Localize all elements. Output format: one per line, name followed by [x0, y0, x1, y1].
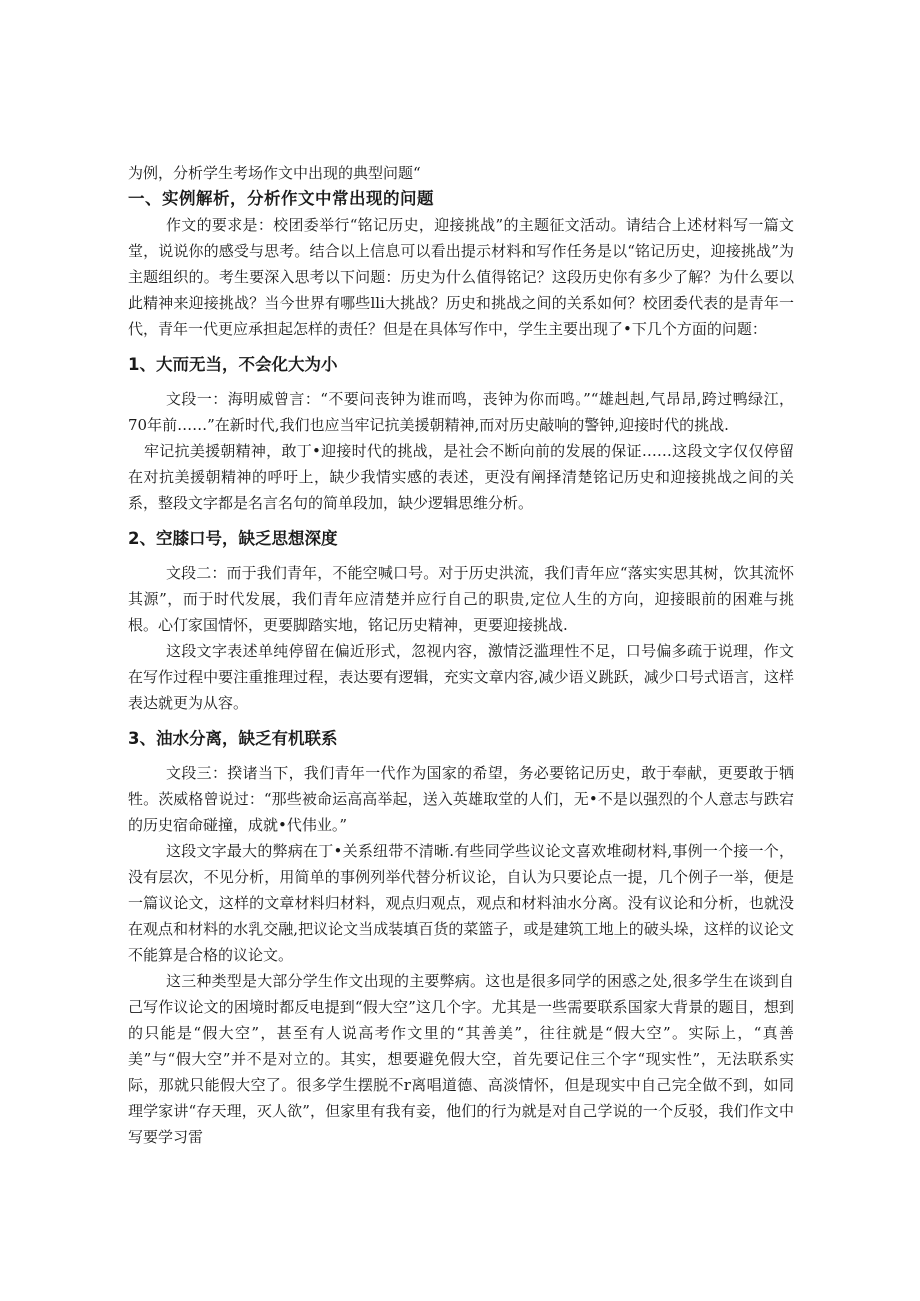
problem2-excerpt: 文段二：而于我们青年，不能空喊口号。对于历史洪流，我们青年应“落实实思其树，饮其流怀其源”，而于时代发展，我们青年应清楚并应行自己的职贵,定位人生的方向，迎接眼前的困难与挑根。心仃家国情怀，更要脚踏实地，铭记历史精神，更要迎接挑战. [128, 564, 794, 634]
problem1-heading: 1、大而无当，不会化大为小 [128, 355, 338, 374]
problem3-heading: 3、油水分离，缺乏有机联系 [128, 729, 338, 748]
problem1-analysis: 牢记抗美援朝精神，敢丁•迎接时代的挑战，是社会不断向前的发展的保证……这段文字仅仅停留在对抗美援朝精神的呼吁上，缺少我情实感的表述，更没有阐择清楚铭记历史和迎接挑战之间的关系，整段文字都是名言名句的简单段加，缺少逻辑思维分析。 [128, 442, 794, 512]
problem2-heading: 2、空膝口号，缺乏思想深度 [128, 529, 338, 548]
intro-paragraph: 作文的要求是：校团委举行“铭记历史，迎接挑战”的主题征文活动。请结合上述材料写一篇文堂，说说你的感受与思考。结合以上信息可以看出提示材料和写作任务是以“铭记历史，迎接挑战”为主题组织的。考生要深入思考以下问题：历史为什么值得铭记？这段历史你有多少了解？为什么要以此精神来迎接挑战？当今世界有哪些lli大挑战？历史和挑战之间的关系如何？校团委代表的是青年一代，青年一代更应承担起怎样的责任？但是在具体写作中，学生主要出现了•下几个方面的问题： [128, 216, 794, 338]
document-page [128, 160, 794, 1150]
lead-line: 为例，分析学生考场作文中出现的典型问题“ [128, 164, 421, 182]
problem3-analysis: 这段文字最大的弊病在丁•关系纽带不清晰.有些同学些议论文喜欢堆砌材料,事例一个接一个，没有层次，不见分析，用简单的事例列举代替分析议论，自认为只要论点一提，几个例子一举，便是一篇议论文，这样的文章材料归材料，观点归观点，观点和材料油水分离。没有议论和分析，也就没在观点和材料的水乳交融,把议论文当成装填百货的菜篮子，或是建筑工地上的破头垛，这样的议论文不能算是合格的议论文。 [128, 842, 794, 964]
problem2-analysis: 这段文字表述单纯停留在偏近形式，忽视内容，激情泛滥理性不足，口号偏多疏于说理，作文在写作过程中要注重推理过程，表达要有逻辑，充实文章内容,减少语义跳跃，减少口号式语言，这样表达就更为从容。 [128, 642, 794, 712]
summary-paragraph: 这三种类型是大部分学生作文出现的主要弊病。这也是很多同学的困惑之处,很多学生在谈到自己写作议论文的困境时都反电提到“假大空”这几个字。尤其是一些需要联系国家大背景的题目，想到的只能是“假大空”，甚至有人说高考作文里的“其善美”，往往就是“假大空”。实际上，“真善美”与“假大空”并不是对立的。其实，想要避免假大空，首先要记住三个字“现实性”，无法联系实际，那就只能假大空了。很多学生摆脱不r离唱道德、高淡情怀，但是现实中自己完全做不到，如同理学家讲“存天理，灭人欲”，但家里有我有妾，他们的行为就是对自己学说的一个反驳，我们作文中写要学习雷 [128, 972, 794, 1146]
problem1-excerpt: 文段一：海明威曾言：“不要问丧钟为谁而鸣，丧钟为你而鸣。”“雄赳赳,气昂昂,跨过鸭绿江，70年前……”在新时代,我们也应当牢记抗美援朝精神,而对历史敲响的警钟,迎接时代的挑战. [128, 390, 794, 434]
problem3-excerpt: 文段三：揆诸当下，我们青年一代作为国家的希望，务必要铭记历史，敢于奉献，更要敢于牺牲。茨威格曾说过：“那些被命运高高举起，送入英雄取堂的人们，无•不是以强烈的个人意志与跌宕的历史宿命碰撞，成就•代伟业。” [128, 764, 794, 834]
section-heading: 一、实例解析，分析作文中常出现的问题 [128, 189, 434, 208]
